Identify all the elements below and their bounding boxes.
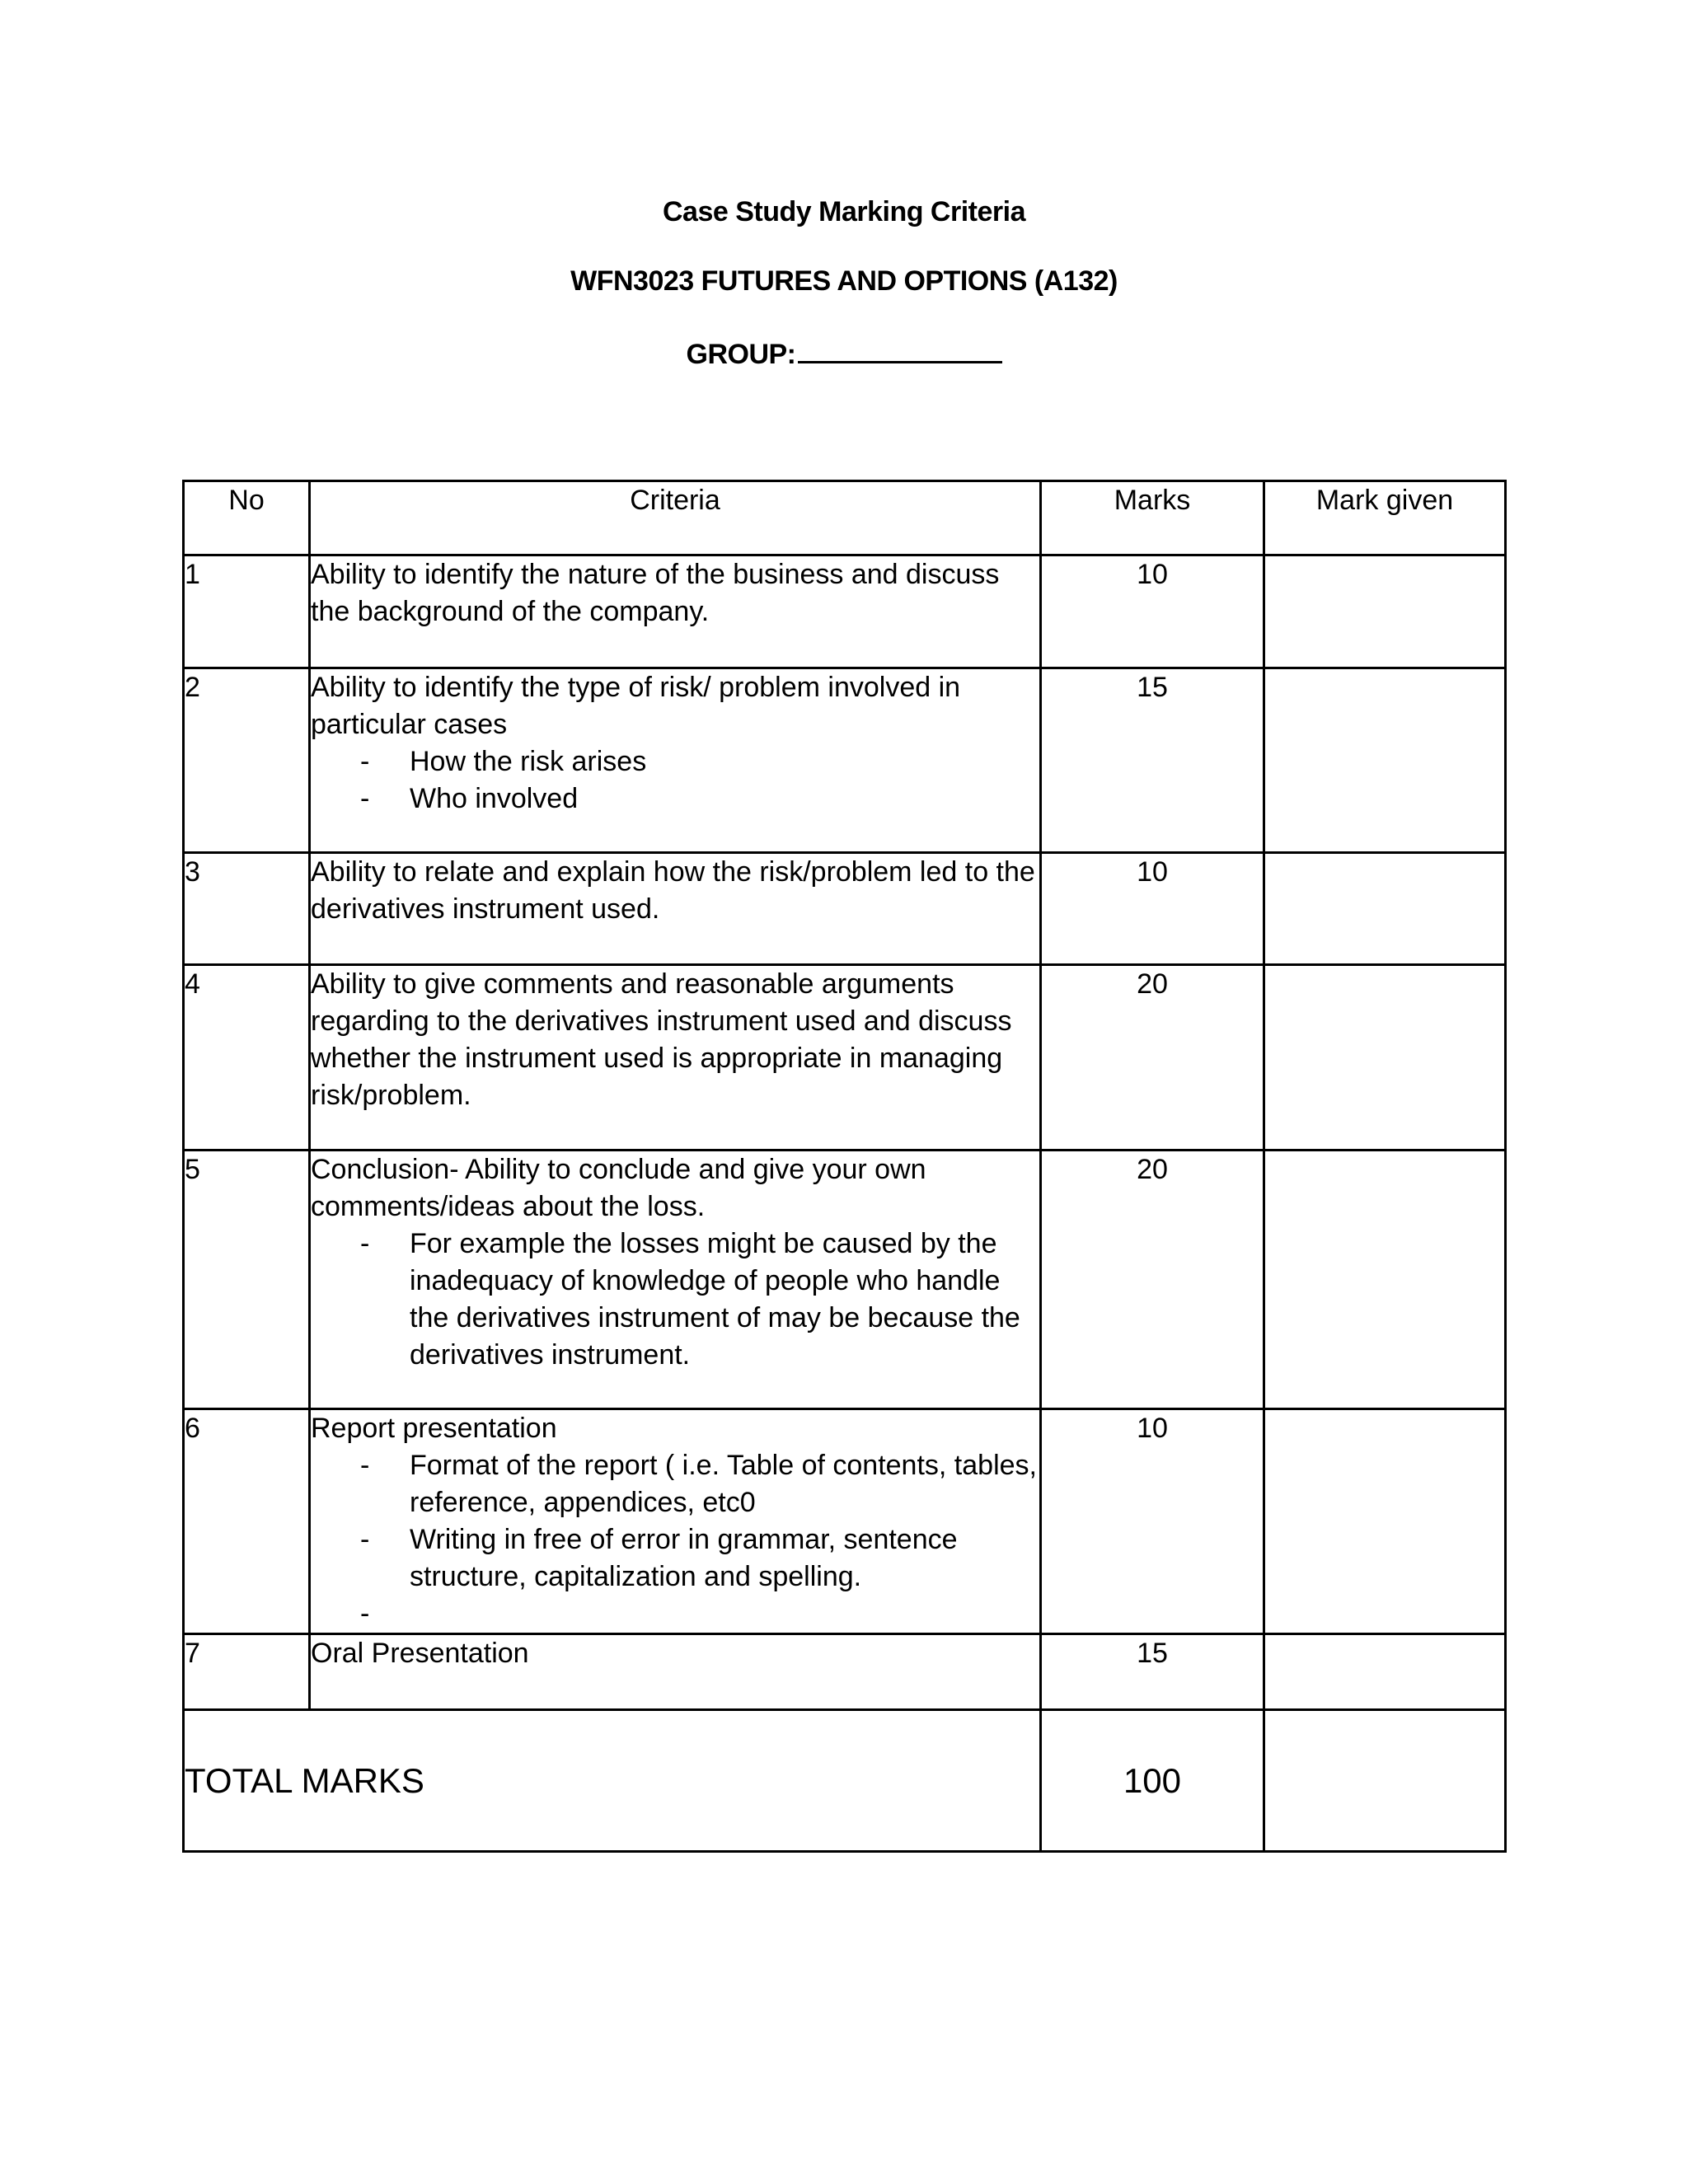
row-number: 3 (184, 853, 310, 965)
marks-cell: 20 (1041, 965, 1264, 1151)
criteria-subitem: - How the risk arises (410, 743, 1039, 780)
group-blank-field (798, 336, 1002, 363)
table-row (184, 853, 1506, 965)
header-marks: Marks (1041, 481, 1264, 555)
header-no: No (184, 481, 310, 555)
row-number: 6 (184, 1409, 310, 1634)
criteria-cell (310, 1634, 1041, 1710)
table-header-row (184, 481, 1506, 555)
criteria-subitem: - Who involved (410, 780, 1039, 818)
criteria-sublist (311, 1447, 1039, 1633)
mark-given-cell[interactable] (1264, 1151, 1506, 1409)
criteria-text: Ability to give comments and reasonable arguments regarding to the derivatives instrument used and discuss whether the instrument used is appropriate in managing risk/problem. (311, 968, 1012, 1111)
row-number: 5 (184, 1151, 310, 1409)
criteria-cell (310, 1409, 1041, 1634)
marks-cell: 10 (1041, 1409, 1264, 1634)
group-label: GROUP: (686, 339, 796, 370)
mark-given-cell[interactable] (1264, 853, 1506, 965)
criteria-text: Report presentation (311, 1413, 557, 1444)
criteria-cell (310, 853, 1041, 965)
criteria-text: Ability to identify the type of risk/ problem involved in particular cases (311, 672, 961, 740)
marks-cell: 10 (1041, 555, 1264, 668)
table-row (184, 1634, 1506, 1710)
row-number: 2 (184, 668, 310, 853)
criteria-text: Ability to relate and explain how the risk/problem led to the derivatives instrument used. (311, 856, 1035, 925)
criteria-subitem: - For example the losses might be caused by the inadequacy of knowledge of people who handle the derivatives instrument of may be because the derivatives instrument. (410, 1226, 1039, 1374)
total-mark-given-cell (1264, 1710, 1506, 1852)
criteria-cell (310, 668, 1041, 853)
criteria-text: Conclusion- Ability to conclude and give your own comments/ideas about the loss. (311, 1154, 926, 1222)
total-row (184, 1710, 1506, 1852)
marks-cell: 15 (1041, 668, 1264, 853)
criteria-cell (310, 965, 1041, 1151)
criteria-text: Ability to identify the nature of the business and discuss the background of the company. (311, 559, 1000, 627)
document-title: Case Study Marking Criteria (663, 196, 1025, 227)
row-number: 4 (184, 965, 310, 1151)
criteria-cell (310, 1151, 1041, 1409)
course-title: WFN3023 FUTURES AND OPTIONS (A132) (570, 265, 1118, 297)
criteria-text: Oral Presentation (311, 1638, 529, 1669)
marks-cell: 10 (1041, 853, 1264, 965)
mark-given-cell[interactable] (1264, 668, 1506, 853)
criteria-subitem: - Format of the report ( i.e. Table of contents, tables, reference, appendices, etc0 (410, 1447, 1039, 1521)
group-line (0, 336, 1688, 371)
mark-given-cell[interactable] (1264, 555, 1506, 668)
criteria-cell (310, 555, 1041, 668)
table-row (184, 965, 1506, 1151)
marks-cell: 15 (1041, 1634, 1264, 1710)
criteria-subitem (410, 1596, 1039, 1633)
header-criteria: Criteria (310, 481, 1041, 555)
marks-cell: 20 (1041, 1151, 1264, 1409)
criteria-sublist (311, 743, 1039, 818)
table-row (184, 668, 1506, 853)
row-number: 1 (184, 555, 310, 668)
table-row (184, 555, 1506, 668)
header-mark-given: Mark given (1264, 481, 1506, 555)
table-row (184, 1151, 1506, 1409)
mark-given-cell[interactable] (1264, 1634, 1506, 1710)
mark-given-cell[interactable] (1264, 965, 1506, 1151)
total-marks: 100 (1041, 1710, 1264, 1852)
marking-criteria-table (182, 480, 1507, 1853)
row-number: 7 (184, 1634, 310, 1710)
criteria-sublist (311, 1226, 1039, 1374)
total-label: TOTAL MARKS (184, 1710, 1041, 1852)
mark-given-cell[interactable] (1264, 1409, 1506, 1634)
table-row (184, 1409, 1506, 1634)
criteria-subitem: - Writing in free of error in grammar, sentence structure, capitalization and spelling. (410, 1521, 1039, 1596)
